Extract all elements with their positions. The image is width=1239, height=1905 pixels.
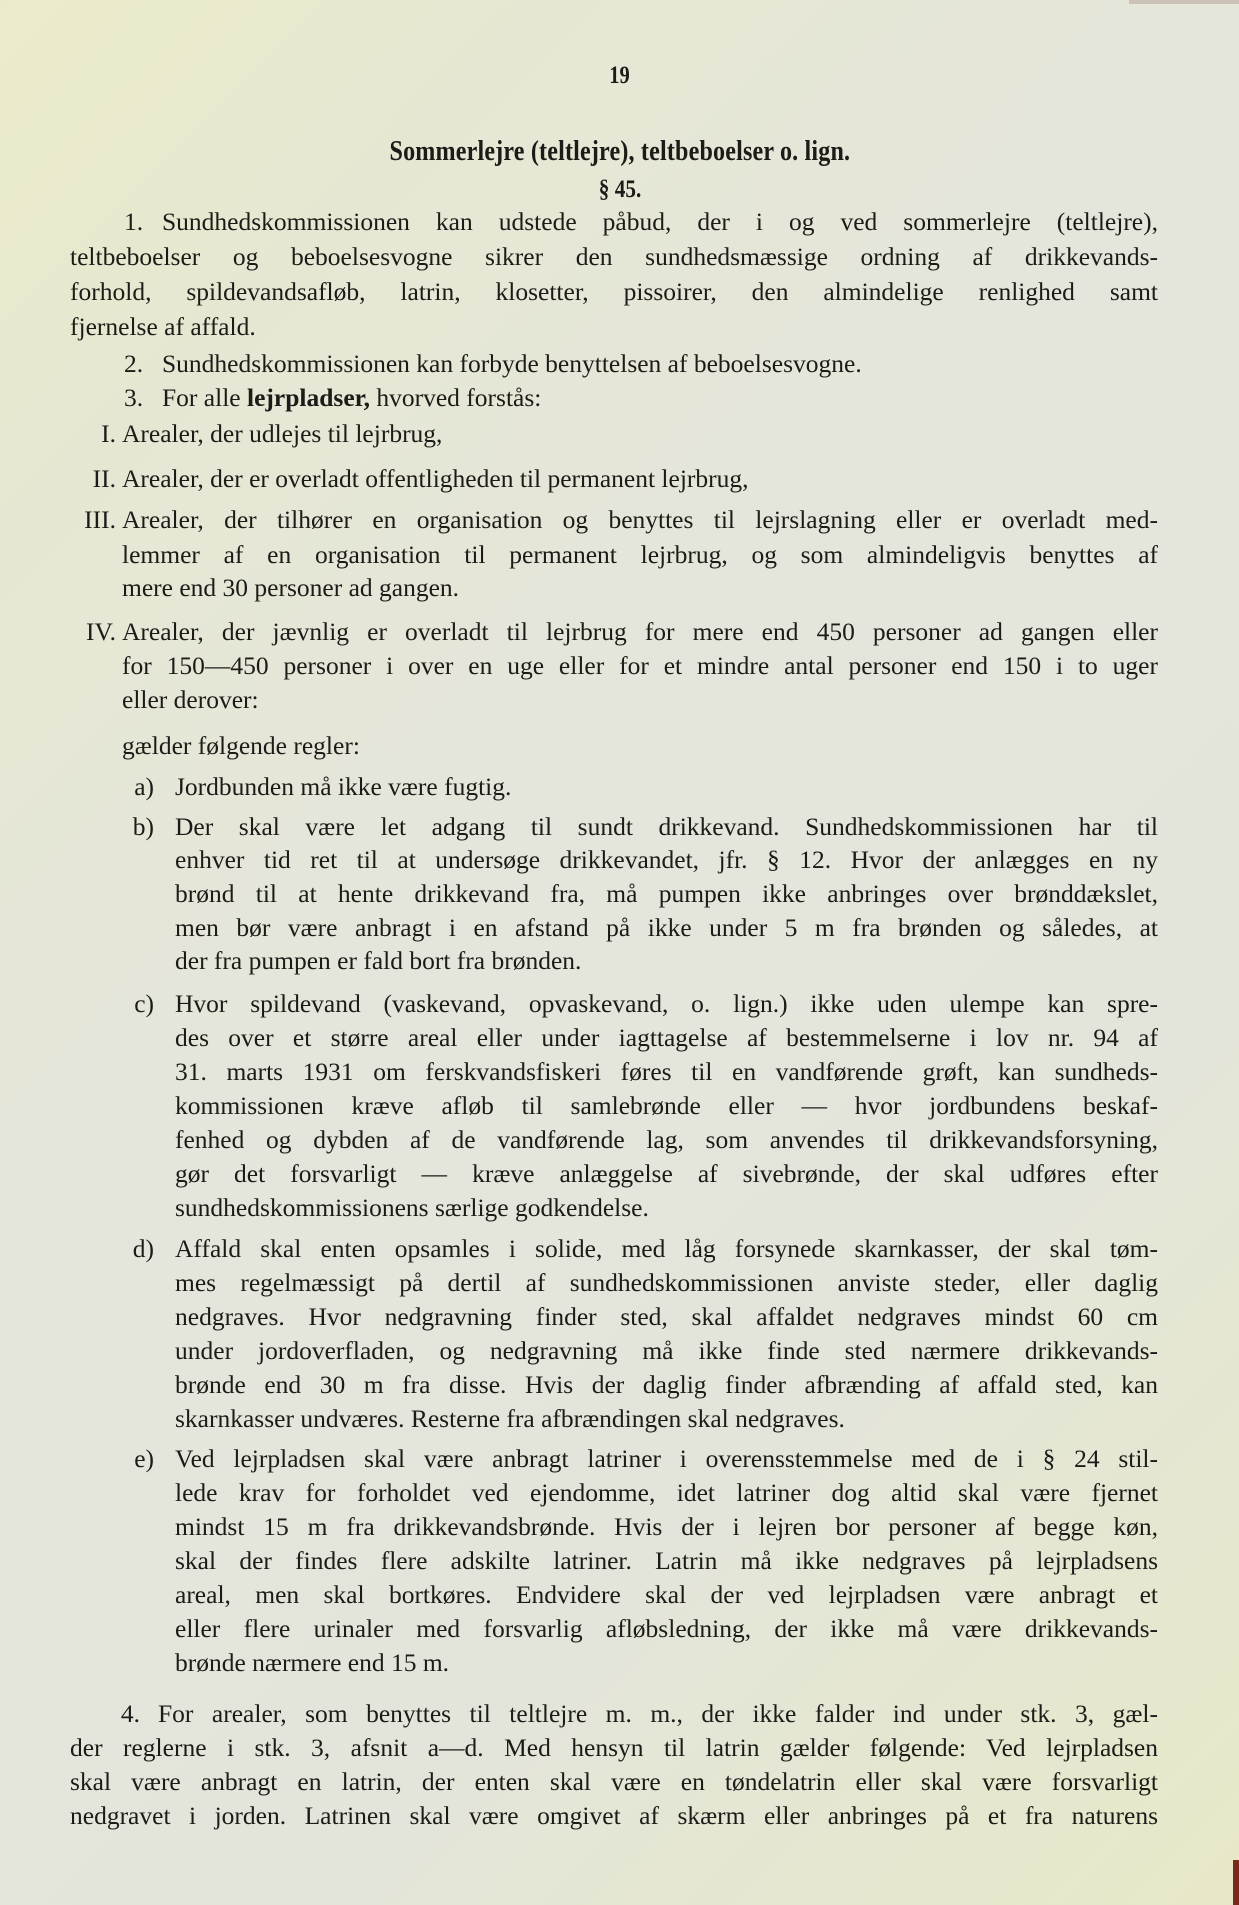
text-line: brønd til at hente drikkevand fra, må pumpen ikke anbringes over brønddækslet, xyxy=(175,879,1158,908)
text-line: eller flere urinaler med forsvarlig afløbsledning, der ikke må være drikkevands- xyxy=(175,1614,1158,1643)
roman-number: III. xyxy=(84,505,116,534)
text-line: under jordoverfladen, og nedgravning må ikke finde sted nærmere drikkevands- xyxy=(175,1336,1158,1365)
rule-letter: a) xyxy=(134,772,154,801)
text-line: for 150—450 personer i over en uge eller for et mindre antal personer end 150 i to uger xyxy=(122,651,1158,680)
text-line: Sundhedskommissionen kan forbyde benyttelsen af beboelsesvogne. xyxy=(162,349,862,378)
roman-number: I. xyxy=(101,419,116,448)
rule-letter: c) xyxy=(134,989,154,1018)
text-line: enhver tid ret til at undersøge drikkevandet, jfr. § 12. Hvor der anlægges en ny xyxy=(175,845,1158,874)
text-line: skal der findes flere adskilte latriner. Latrin må ikke nedgraves på lejrpladsens xyxy=(175,1546,1158,1575)
text-line: mere end 30 personer ad gangen. xyxy=(122,573,460,602)
rule-letter: d) xyxy=(132,1234,154,1263)
text-line: brønde nærmere end 15 m. xyxy=(175,1648,450,1677)
text-line: 31. marts 1931 om ferskvandsfiskeri føres til en vandførende grøft, kan sundheds- xyxy=(175,1057,1158,1086)
text-line: Jordbunden må ikke være fugtig. xyxy=(175,772,512,801)
paragraph-number: 4. xyxy=(120,1699,140,1728)
scan-edge xyxy=(1233,1860,1239,1905)
chapter-heading xyxy=(0,136,1239,168)
text-line: der fra pumpen er fald bort fra brønden. xyxy=(175,946,582,975)
text-line: Arealer, der tilhører en organisation og benyttes til lejrslagning eller er overladt med- xyxy=(122,505,1158,534)
roman-number: IV. xyxy=(86,617,116,646)
text-line: fjernelse af affald. xyxy=(70,312,256,341)
text-line: nedgraves. Hvor nedgravning finder sted, skal affaldet nedgraves mindst 60 cm xyxy=(175,1302,1158,1331)
text-line: kommissionen kræve afløb til samlebrønde eller — hvor jordbundens beskaf- xyxy=(175,1091,1158,1120)
text-line: For arealer, som benyttes til teltlejre m. m., der ikke falder ind under stk. 3, gæl- xyxy=(158,1699,1158,1728)
scan-edge xyxy=(1129,0,1239,4)
roman-number: II. xyxy=(92,464,116,493)
text-line: mindst 15 m fra drikkevandsbrønde. Hvis der i lejren bor personer af begge køn, xyxy=(175,1512,1158,1541)
text-line: men bør være anbragt i en afstand på ikke under 5 m fra brønden og således, at xyxy=(175,913,1158,942)
text-line: brønde end 30 m fra disse. Hvis der daglig finder afbrænding af affald sted, kan xyxy=(175,1370,1158,1399)
lead-text: For alle xyxy=(162,383,241,412)
text-line: fenhed og dybden af de vandførende lag, som anvendes til drikkevandsforsyning, xyxy=(175,1125,1158,1154)
text-line: skarnkasser undværes. Resterne fra afbrændingen skal nedgraves. xyxy=(175,1404,845,1433)
text-line: Hvor spildevand (vaskevand, opvaskevand, o. lign.) ikke uden ulempe kan spre- xyxy=(175,989,1158,1018)
text-line: Ved lejrpladsen skal være anbragt latriner i overensstemmelse med de i § 24 stil- xyxy=(175,1444,1158,1473)
page-number: 19 xyxy=(609,62,630,89)
rule-letter: b) xyxy=(132,812,154,841)
text-line: teltbeboelser og beboelsesvogne sikrer den sundhedsmæssige ordning af drikkevands- xyxy=(70,242,1158,271)
text-line: sundhedskommissionens særlige godkendelse. xyxy=(175,1193,649,1222)
text-line: mes regelmæssigt på dertil af sundhedskommissionen anviste steder, eller daglig xyxy=(175,1268,1158,1297)
text-line: eller derover: xyxy=(122,685,259,714)
text-line: Affald skal enten opsamles i solide, med låg forsynede skarnkasser, der skal tøm- xyxy=(175,1234,1158,1263)
text-line: gør det forsvarligt — kræve anlæggelse af sivebrønde, der skal udføres efter xyxy=(175,1159,1158,1188)
text-line: lede krav for forholdet ved ejendomme, idet latriner dog altid skal være fjernet xyxy=(175,1478,1158,1507)
chapter-heading-text: Sommerlejre (teltlejre), teltbeboelser o. lign. xyxy=(389,136,850,167)
text-line: Arealer, der udlejes til lejrbrug, xyxy=(122,419,443,448)
paragraph-number: 1. xyxy=(124,207,144,236)
text-line: Der skal være let adgang til sundt drikkevand. Sundhedskommissionen har til xyxy=(175,812,1158,841)
text-line: des over et større areal eller under iagttagelse af bestemmelserne i lov nr. 94 af xyxy=(175,1023,1158,1052)
text-line: forhold, spildevandsafløb, latrin, klosetter, pissoirer, den almindelige renlighed samt xyxy=(70,277,1158,306)
text-line: Sundhedskommissionen kan udstede påbud, der i og ved sommerlejre (teltlejre), xyxy=(162,207,1158,236)
lead-text: hvorved forstås: xyxy=(376,383,542,412)
text-line: areal, men skal bortkøres. Endvidere skal der ved lejrpladsen være anbragt et xyxy=(175,1580,1158,1609)
defined-term: lejrpladser, xyxy=(246,383,370,412)
text-line: Arealer, der er overladt offentligheden til permanent lejrbrug, xyxy=(122,464,749,493)
text-line: lemmer af en organisation til permanent lejrbrug, og som almindeligvis benyttes af xyxy=(122,540,1158,569)
text-line xyxy=(162,383,541,413)
rule-letter: e) xyxy=(134,1444,154,1473)
paragraph-number: 2. xyxy=(124,349,144,378)
text-line: skal være anbragt en latrin, der enten skal være en tøndelatrin eller skal være forsvarligt xyxy=(70,1767,1158,1796)
section-number-text: § 45. xyxy=(598,176,641,203)
text-line: Arealer, der jævnlig er overladt til lejrbrug for mere end 450 personer ad gangen eller xyxy=(122,617,1158,646)
rules-intro: gælder følgende regler: xyxy=(122,731,360,760)
paragraph-number: 3. xyxy=(124,383,144,412)
section-number xyxy=(0,176,1239,204)
text-line: nedgravet i jorden. Latrinen skal være omgivet af skærm eller anbringes på et fra naturens xyxy=(70,1801,1158,1830)
text-line: der reglerne i stk. 3, afsnit a—d. Med hensyn til latrin gælder følgende: Ved lejrpladsen xyxy=(70,1733,1158,1762)
